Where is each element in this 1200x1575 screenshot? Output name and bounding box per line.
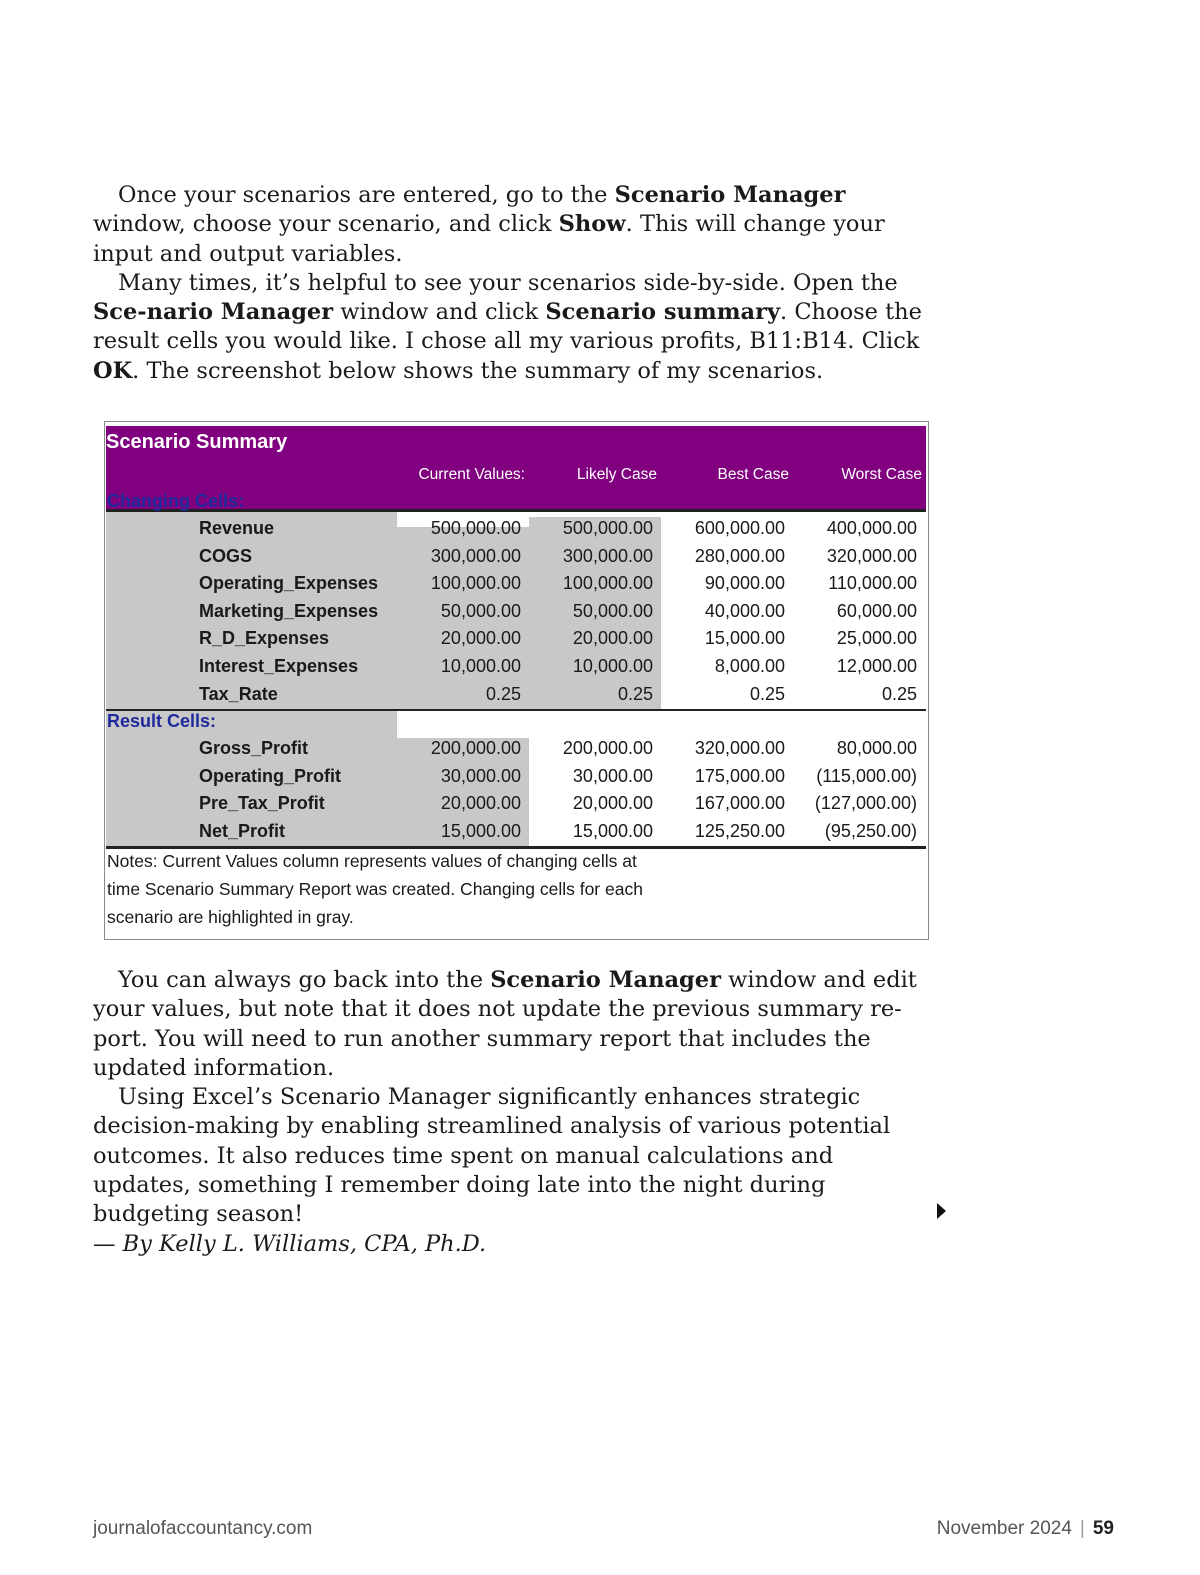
section-rule (106, 709, 926, 711)
value-cell: 0.25 (617, 683, 653, 704)
row-label: Revenue (199, 518, 275, 538)
value-cell: (115,000.00) (816, 765, 917, 786)
column-header-worst: Worst Case (841, 466, 922, 483)
paragraph-4: Using Excel’s Scenario Manager significantly enhances strategic decision-making by enabling streamlined analysis of various potential outcomes. It also reduces time spent on manual calculations and updates, something I remember doing late into the night during budgeting season! (93, 1084, 891, 1228)
row-label: Pre_Tax_Profit (199, 793, 325, 814)
row-label: Gross_Profit (199, 738, 309, 758)
value-cell: 12,000.00 (836, 656, 917, 676)
summary-notes: Notes: Current Values column represents values of changing cells at time Scenario Summary Report was created. Changing cells for each scenario are highlighted in gray. (107, 851, 643, 927)
value-cell: 15,000.00 (704, 628, 785, 649)
value-cell: 25,000.00 (836, 628, 917, 649)
value-cell: 40,000.00 (704, 600, 785, 621)
value-cell: 500,000.00 (430, 518, 521, 538)
row-label: Marketing_Expenses (199, 600, 379, 621)
value-cell: 200,000.00 (430, 738, 521, 758)
value-cell: 320,000.00 (694, 738, 785, 758)
value-cell: 300,000.00 (562, 545, 653, 566)
value-cell: 500,000.00 (562, 518, 653, 538)
value-cell: 320,000.00 (826, 545, 917, 566)
value-cell: 300,000.00 (430, 545, 521, 566)
value-cell: 100,000.00 (430, 573, 521, 594)
value-cell: 20,000.00 (440, 628, 521, 649)
value-cell: 50,000.00 (572, 600, 653, 621)
value-cell: 20,000.00 (440, 793, 521, 814)
row-label: Operating_Expenses (199, 573, 379, 594)
value-cell: 20,000.00 (572, 793, 653, 814)
result-cells-label: Result Cells: (107, 711, 217, 731)
paragraph-3: You can always go back into the Scenario Manager window and edit your values, but note that it does not update the previous summary re-port. You will need to run another summary report that includes the updated information. (93, 967, 917, 1081)
value-cell: 10,000.00 (440, 656, 521, 676)
value-cell: 20,000.00 (572, 628, 653, 649)
paragraph-1: Once your scenarios are entered, go to the Scenario Manager window, choose your scenario, and click Show. This will change your input and output variables. (93, 182, 885, 267)
continue-arrow-icon (937, 1203, 946, 1219)
value-cell: 0.25 (881, 683, 917, 704)
article-text-bottom (93, 966, 933, 1259)
value-cell: 30,000.00 (440, 765, 521, 786)
value-cell: 15,000.00 (572, 820, 653, 841)
value-cell: 100,000.00 (562, 573, 653, 594)
row-label: Tax_Rate (199, 683, 278, 704)
value-cell: 50,000.00 (440, 600, 521, 621)
paragraph-2: Many times, it’s helpful to see your scenarios side-by-side. Open the Sce-nario Manager window and click Scenario summary. Choose the result cells you would like. I chose all my various profits, B11:B14. Click OK. The screenshot below shows the summary of my scenarios. (93, 269, 922, 384)
value-cell: 60,000.00 (836, 600, 917, 621)
value-cell: 15,000.00 (440, 820, 521, 841)
value-cell: 10,000.00 (572, 656, 653, 676)
row-label: Interest_Expenses (199, 656, 359, 676)
value-cell: 110,000.00 (828, 573, 917, 594)
value-cell: (95,250.00) (824, 820, 917, 841)
value-cell: 200,000.00 (562, 738, 653, 758)
value-cell: 600,000.00 (694, 518, 785, 538)
row-label: Operating_Profit (199, 765, 342, 786)
footer-site: journalofaccountancy.com (93, 1518, 313, 1539)
value-cell: 80,000.00 (836, 738, 917, 758)
value-cell: 175,000.00 (694, 765, 785, 786)
column-header-likely: Likely Case (576, 466, 657, 483)
row-label: Net_Profit (199, 820, 286, 841)
column-header-current: Current Values: (418, 466, 525, 483)
value-cell: 90,000.00 (704, 573, 785, 594)
column-header-best: Best Case (717, 466, 789, 483)
value-cell: 400,000.00 (826, 518, 917, 538)
summary-title: Scenario Summary (106, 431, 288, 453)
value-cell: 30,000.00 (572, 765, 653, 786)
row-label: COGS (199, 545, 253, 566)
value-cell: (127,000.00) (814, 793, 917, 814)
value-cell: 0.25 (485, 683, 521, 704)
value-cell: 0.25 (749, 683, 785, 704)
scenario-summary-screenshot (104, 421, 929, 940)
value-cell: 8,000.00 (714, 656, 785, 676)
page-number: 59 (1092, 1518, 1114, 1539)
byline: — By Kelly L. Williams, CPA, Ph.D. (93, 1230, 487, 1257)
value-cell: 280,000.00 (694, 545, 785, 566)
value-cell: 167,000.00 (694, 793, 785, 814)
footer-page-info: November 2024 | 59 (936, 1518, 1114, 1539)
value-cell: 125,250.00 (694, 820, 785, 841)
changing-cells-label: Changing Cells: (107, 491, 245, 511)
row-label: R_D_Expenses (199, 628, 330, 649)
article-text-top (93, 181, 933, 386)
